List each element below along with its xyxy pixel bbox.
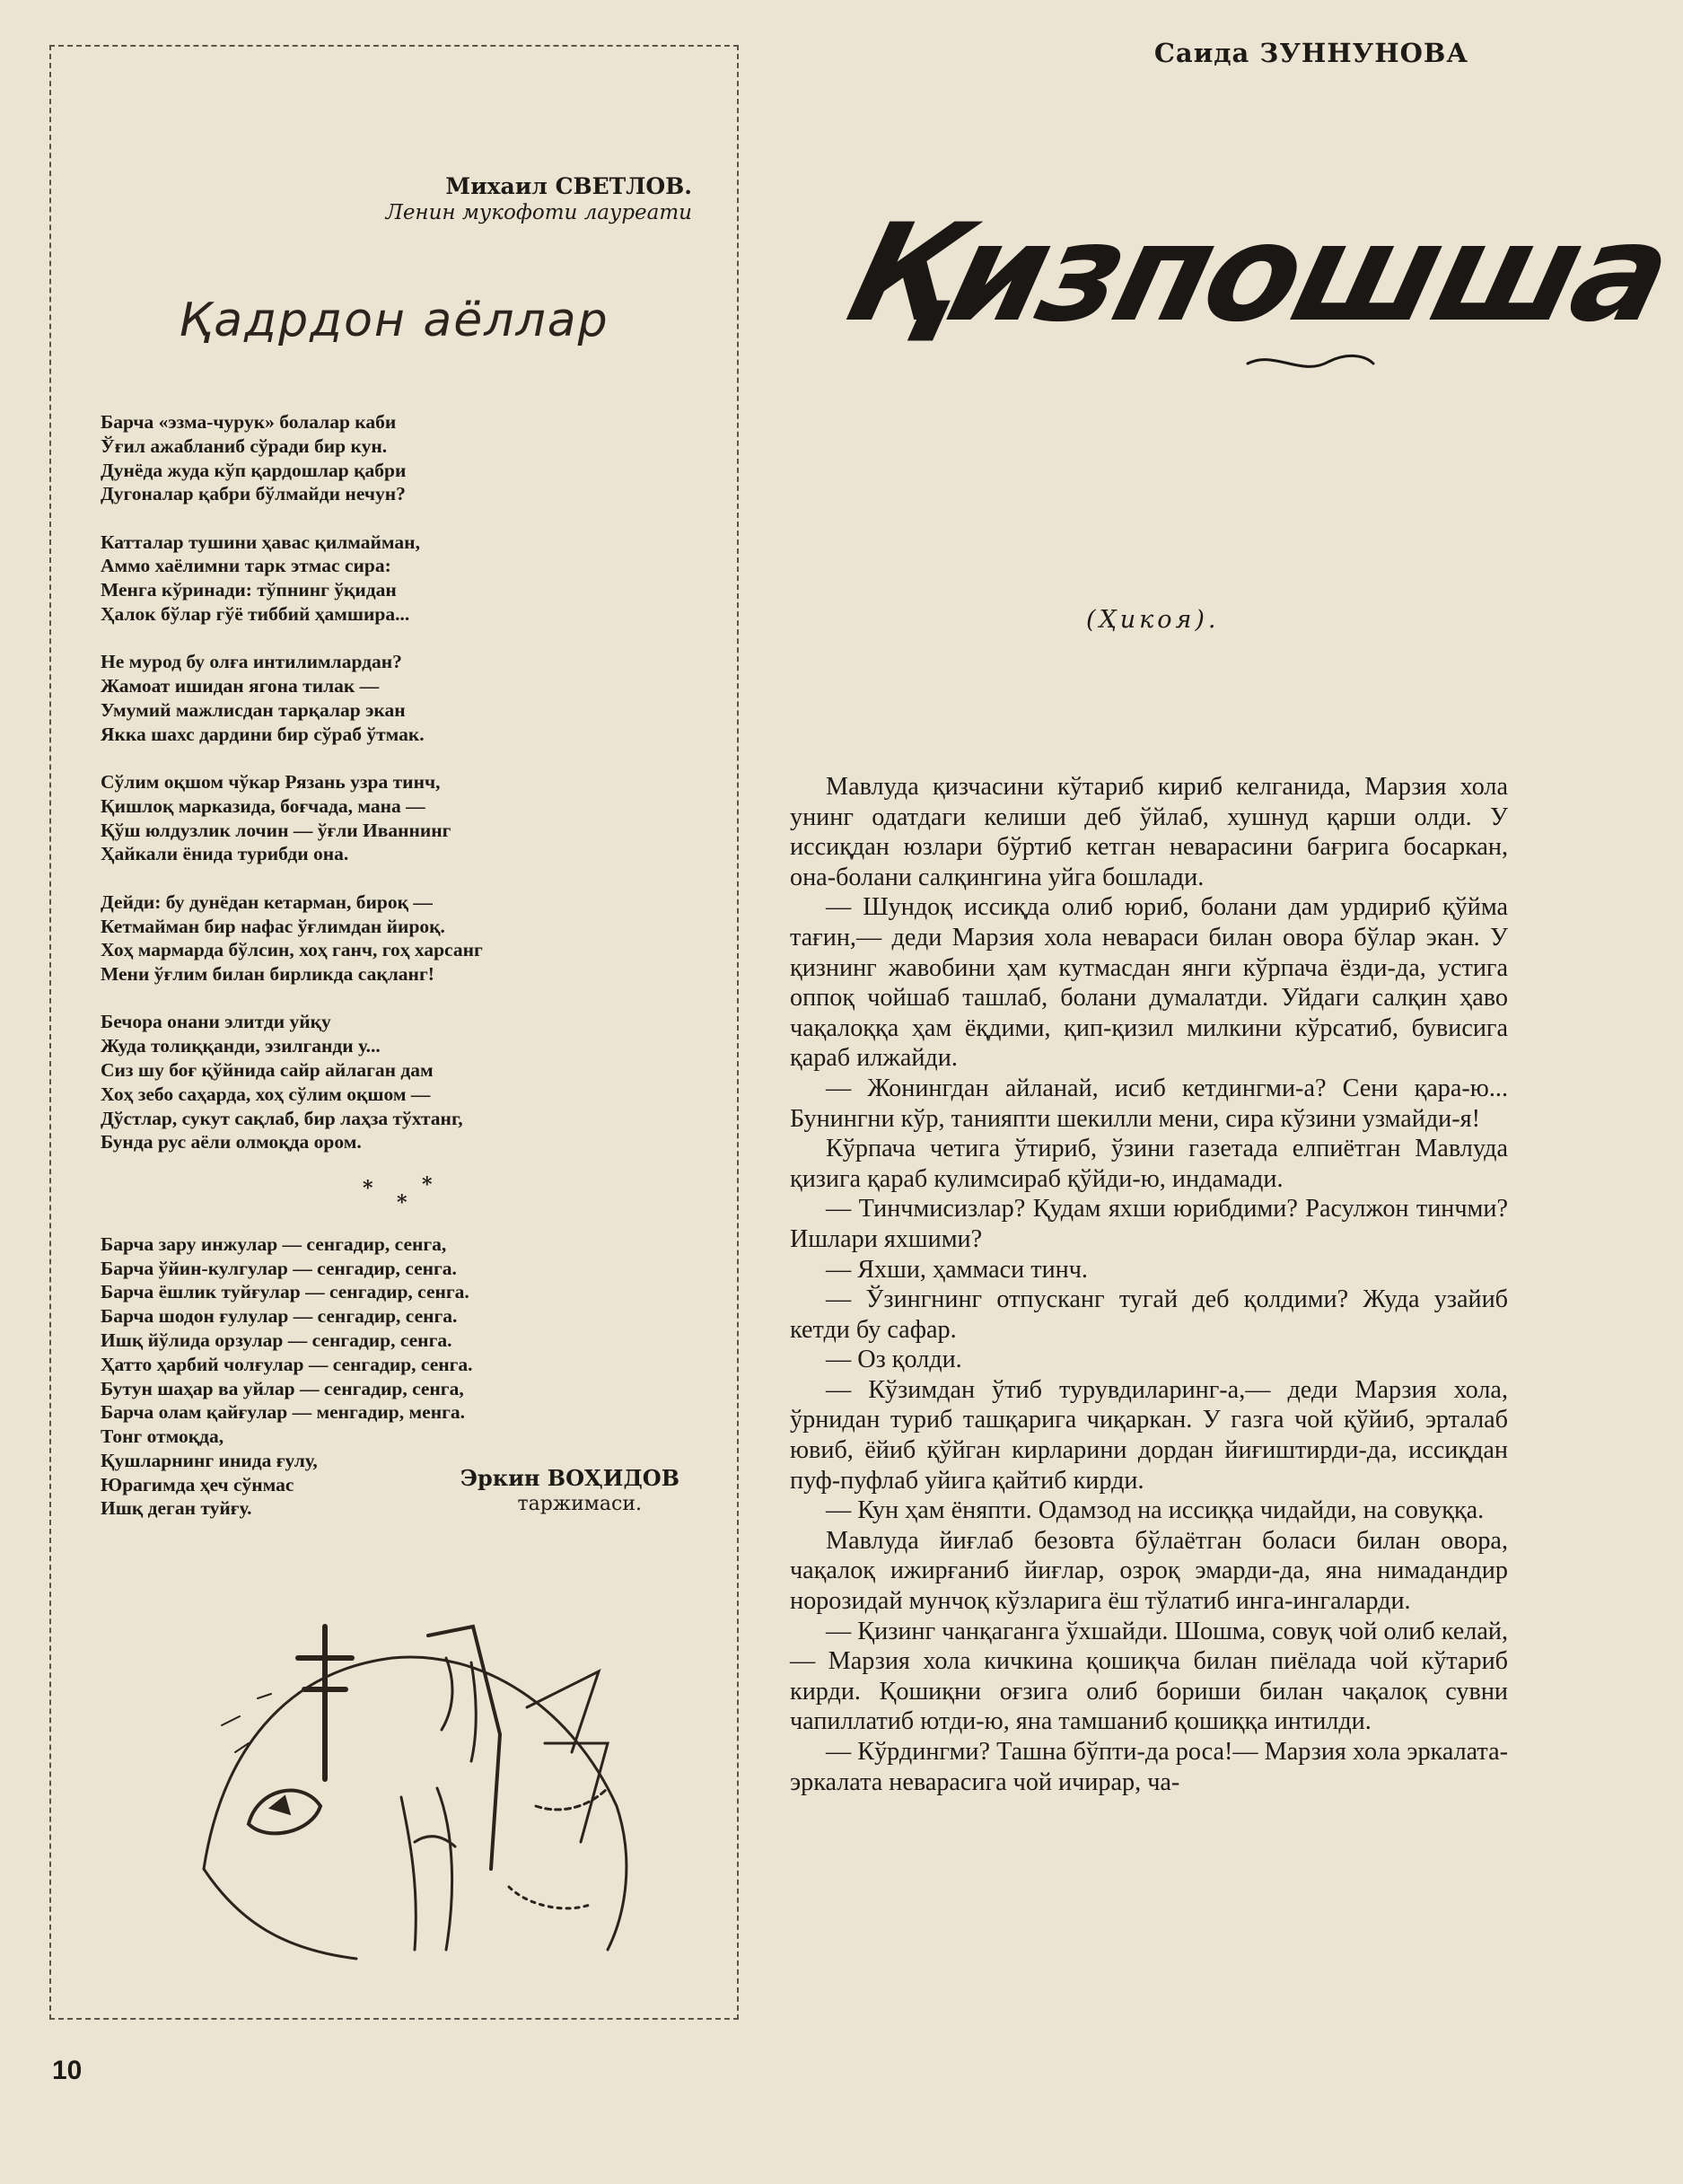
story-paragraph: — Қизинг чанқаганга ўхшайди. Шошма, совуқ чой олиб келай,— Марзия хола кичкина қошиқча билан пиёлада чой кўтариб кирди. Қошиқни оғзига олиб бориши билан чақалоқ сувни чапиллатиб ютди-ю, яна тамшаниб қошиққа интилди.: [790, 1617, 1508, 1736]
poem-line: Барча «эзма-чурук» болалар каби: [101, 411, 397, 433]
story-paragraph: Мавлуда йиғлаб безовта бўлаётган боласи билан овора, чақалоқ ижирғаниб йиғлар, озроқ эмарди-да, яна нимадандир норозидай мунчоқ кўзларига ёш тўлатиб инга-ингаларди.: [790, 1526, 1508, 1616]
poem-line: Тонг отмоқда,: [101, 1425, 224, 1448]
poem-line: Барча ўйин-кулгулар — сенгадир, сенга.: [101, 1257, 457, 1279]
story-paragraph: — Оз қолди.: [826, 1346, 962, 1374]
poem-line: Дўстлар, сукут сақлаб, бир лаҳза тўхтанг,: [101, 1107, 463, 1129]
poem-line: Бунда рус аёли олмоқда ором.: [101, 1131, 362, 1153]
poem-line: Дунёда жуда кўп қардошлар қабри: [101, 459, 407, 481]
poem-line: Сўлим оқшом чўкар Рязань узра тинч,: [101, 771, 441, 794]
poem-line: Қўш юлдузлик лочин — ўғли Иваннинг: [101, 819, 451, 841]
story-paragraph: — Шундоқ иссиқда олиб юриб, болани дам урдириб қўйма тағин,— деди Марзия хола невараси билан овора бўлар экан. У қизнинг жавобини ҳам кутмасдан янги кўрпача ёзди-да, устига оппоқ чойшаб ташлаб, болани думалатди. Уйдаги салқин ҳаво чақалоққа ҳам ёқдими, қип-қизил милкини кўрсатиб, бувисига қараб илжайди.: [790, 893, 1508, 1073]
story-genre: (Ҳикоя).: [1086, 606, 1220, 634]
story-paragraph: Кўрпача четига ўтириб, ўзини газетада елпиётган Мавлуда қизига қараб кулимсираб қўйди-ю, индамади.: [790, 1135, 1508, 1193]
story-paragraph: — Кўрдингми? Ташна бўпти-да роса!— Марзия хола эркалата-эркалата неварасига чой ичирар, ча-: [790, 1738, 1508, 1796]
poem-line: Дугоналар қабри бўлмайди нечун?: [101, 483, 406, 505]
poem-line: Не мурод бу олға интилимлардан?: [101, 651, 402, 673]
asterism: [101, 1170, 711, 1224]
story-paragraph: — Тинчмисизлар? Қудам яхши юрибдими? Расулжон тинчми? Ишлари яхшими?: [790, 1195, 1508, 1253]
poem-line: Барча зару инжулар — сенгадир, сенга,: [101, 1232, 447, 1255]
poem-line: Якка шахс дардини бир сўраб ўтмак.: [101, 723, 425, 745]
story-paragraph: — Яхши, ҳаммаси тинч.: [826, 1255, 1088, 1284]
story-text: [790, 772, 1508, 1797]
translator-note: таржимаси.: [517, 1493, 642, 1515]
stanza-4: [101, 770, 711, 866]
poem-author-name: Михаил СВЕТЛОВ.: [445, 173, 692, 199]
story-paragraph: — Жонингдан айланай, исиб кетдингми-а? Сени қара-ю... Бунингни кўр, танияпти шекилли мени, сира кўзини узмайди-я!: [790, 1074, 1508, 1133]
poem-line: Юрагимда ҳеч сўнмас: [101, 1473, 294, 1495]
story-paragraph: — Ўзингнинг отпусканг тугай деб қолдими? Жуда узайиб кетди бу сафар.: [790, 1285, 1508, 1344]
story-author: Саида ЗУННУНОВА: [1153, 38, 1468, 68]
poem-line: Барча олам қайғулар — менгадир, менга.: [101, 1401, 465, 1424]
poem-line: Мени ўғлим билан бирликда сақланг!: [101, 963, 434, 986]
poem-line: Ишқ деган туйғу.: [101, 1497, 252, 1520]
asterism-star: *: [363, 1176, 373, 1200]
mother-figure: [428, 1627, 500, 1869]
page-number: 10: [52, 2056, 83, 2085]
poem-line: Бечора онани элитди уйқу: [101, 1011, 331, 1033]
asterism-star: *: [422, 1172, 433, 1197]
story-paragraph: — Кўзимдан ўтиб турувдиларинг-а,— деди Марзия хола, ўрнидан туриб ташқарига чиқаркан. У газга чой қўйиб, эрталаб ювиб, ёйиб қўйган кирларини дордан йиғиштирди-да, иссиқдан пуф-пуфлаб уйига қайтиб кирди.: [790, 1375, 1508, 1495]
asterism-star: *: [397, 1190, 408, 1215]
translator-credit: [51, 1465, 679, 1517]
poem-line: Барча ёшлик туйғулар — сенгадир, сенга.: [101, 1281, 469, 1303]
poem-line: Кетмайман бир нафас ўғлимдан йироқ.: [101, 915, 445, 937]
title-swash-icon: [1239, 346, 1418, 382]
stanza-2: [101, 531, 711, 627]
poem-line: Ўғил ажабланиб сўради бир кун.: [101, 434, 388, 457]
poem-frame: [49, 45, 739, 2020]
poem-author: [386, 172, 692, 226]
stanza-6: [101, 1010, 711, 1154]
poem-line: Жуда толиққанди, эзилганди у...: [101, 1035, 381, 1057]
poem-line: Катталар тушини ҳавас қилмайман,: [101, 531, 420, 553]
poem-line: Умумий мажлисдан тарқалар экан: [101, 698, 406, 721]
stanza-1: [101, 410, 711, 506]
poem-line: Қушларнинг инида ғулу,: [101, 1449, 318, 1471]
poem-title: Қадрдон аёллар: [179, 294, 609, 347]
poem-line: Ҳалок бўлар гўё тиббий ҳамшира...: [101, 603, 410, 626]
poem-line: Аммо хаёлимни тарк этмас сира:: [101, 555, 391, 577]
translator-name: Эркин ВОҲИДОВ: [460, 1465, 679, 1491]
memorial-illustration: [186, 1573, 653, 1968]
poem-line: Хоҳ зебо саҳарда, хоҳ сўлим оқшом —: [101, 1083, 431, 1105]
poem-line: Ҳатто ҳарбий чолғулар — сенгадир, сенга.: [101, 1353, 473, 1375]
stanza-5: [101, 890, 711, 987]
poem-line: Менга кўринади: тўпнинг ўқидан: [101, 579, 397, 601]
poem-line: Ишқ йўлида орзулар — сенгадир, сенга.: [101, 1329, 452, 1351]
poem-line: Барча шодон ғулулар — сенгадир, сенга.: [101, 1305, 458, 1328]
poem-line: Дейди: бу дунёдан кетарман, бироқ —: [101, 890, 433, 913]
story-title: Қизпошша: [833, 196, 1683, 352]
poem-line: Жамоат ишидан ягона тилак —: [101, 675, 380, 697]
story-paragraph: Мавлуда қизчасини кўтариб кириб келганида, Марзия хола унинг одатдаги келиши деб ўйлаб, хушнуд қарши олди. У иссиқдан юзлари бўртиб кетган неварасини бағрига босаркан, она-болани салқингина уйга бошлади.: [790, 773, 1508, 891]
poem-line: Бутун шаҳар ва уйлар — сенгадир, сенга,: [101, 1377, 464, 1399]
poem-line: Сиз шу боғ қўйнида сайр айлаган дам: [101, 1059, 434, 1082]
story-paragraph: — Кун ҳам ёняпти. Одамзод на иссиққа чидайди, на совуққа.: [826, 1496, 1485, 1525]
poem-body: [101, 410, 711, 1545]
poem-line: Хоҳ мармарда бўлсин, хоҳ ганч, гоҳ харсанг: [101, 939, 483, 961]
poem-line: Ҳайкали ёнида турибди она.: [101, 843, 349, 865]
stanza-3: [101, 650, 711, 746]
ground-arc: [204, 1869, 356, 1959]
poem-line: Қишлоқ марказида, боғчада, мана —: [101, 794, 425, 817]
poem-author-title: Ленин мукофоти лауреати: [385, 201, 692, 225]
